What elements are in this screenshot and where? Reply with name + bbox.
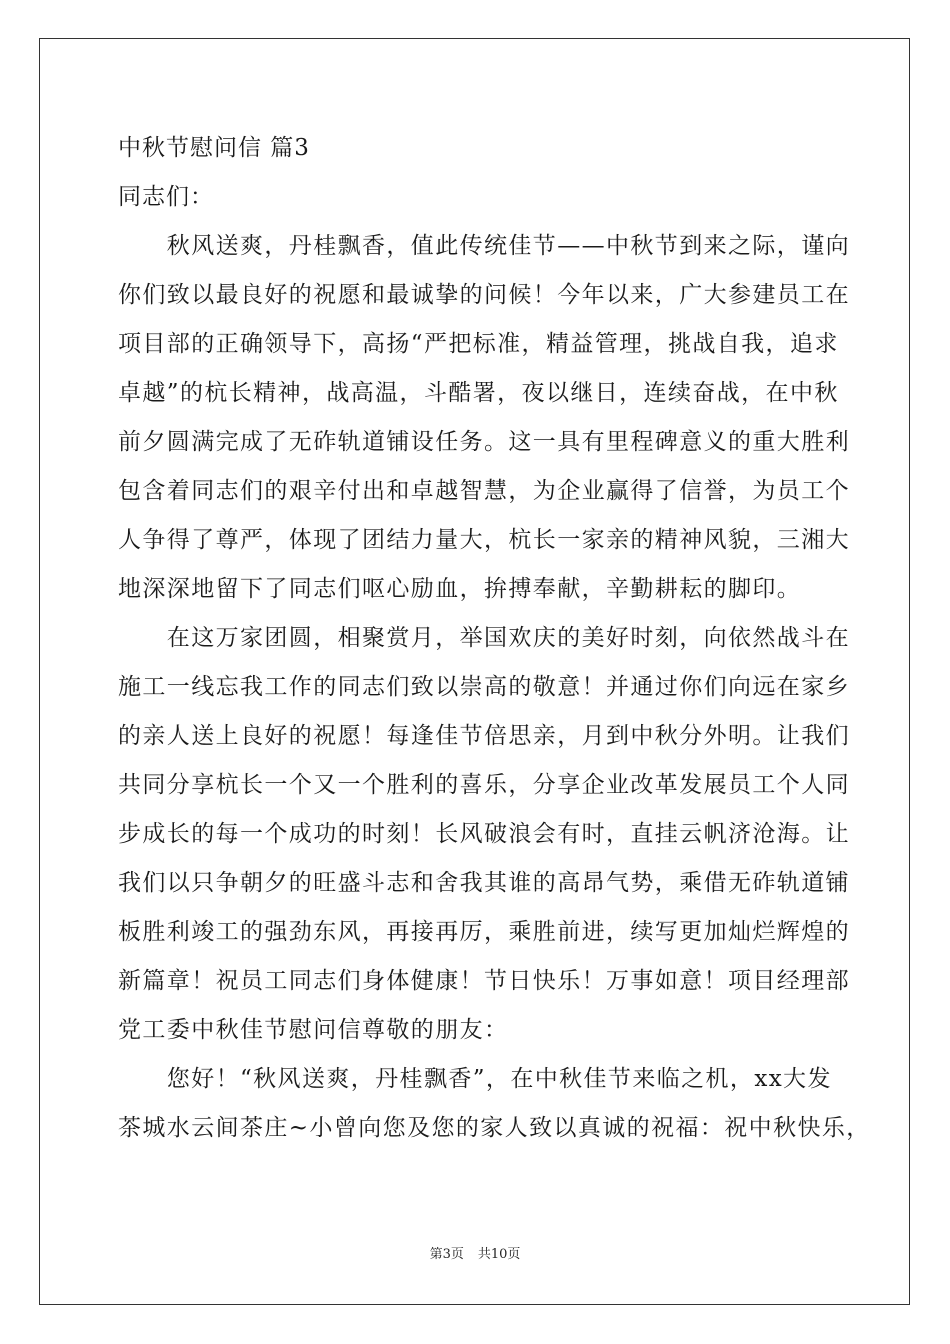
paragraph-line: 秋风送爽，丹桂飘香，值此传统佳节——中秋节到来之际，谨向 bbox=[118, 233, 850, 259]
paragraph-line: 您好！“秋风送爽，丹桂飘香”，在中秋佳节来临之机，xx大发 bbox=[118, 1066, 832, 1092]
paragraph-line: 地深深地留下了同志们呕心励血，拚搏奉献，辛勤耕耘的脚印。 bbox=[118, 576, 802, 602]
paragraph-line: 党工委中秋佳节慰问信尊敬的朋友： bbox=[118, 1017, 509, 1043]
paragraph-line: 包含着同志们的艰辛付出和卓越智慧，为企业赢得了信誉，为员工个 bbox=[118, 478, 850, 504]
paragraph-line: 项目部的正确领导下，高扬“严把标准，精益管理，挑战自我，追求 bbox=[118, 331, 839, 357]
paragraph-line: 新篇章！祝员工同志们身体健康！节日快乐！万事如意！项目经理部 bbox=[118, 968, 850, 994]
document-title: 中秋节慰问信 篇3 bbox=[118, 135, 310, 161]
paragraph-line: 在这万家团圆，相聚赏月，举国欢庆的美好时刻，向依然战斗在 bbox=[118, 625, 850, 651]
paragraph-2 bbox=[118, 614, 850, 1055]
paragraph-line: 卓越”的杭长精神，战高温，斗酷署，夜以继日，连续奋战，在中秋 bbox=[118, 380, 839, 406]
paragraph-line: 你们致以最良好的祝愿和最诚挚的问候！今年以来，广大参建员工在 bbox=[118, 282, 850, 308]
salutation: 同志们： bbox=[118, 184, 214, 210]
paragraph-line: 前夕圆满完成了无砟轨道铺设任务。这一具有里程碑意义的重大胜利 bbox=[118, 429, 850, 455]
paragraph-line: 的亲人送上良好的祝愿！每逢佳节倍思亲，月到中秋分外明。让我们 bbox=[118, 723, 850, 749]
paragraph-1 bbox=[118, 222, 850, 614]
paragraph-line: 人争得了尊严，体现了团结力量大，杭长一家亲的精神风貌，三湘大 bbox=[118, 527, 850, 553]
paragraph-line: 板胜利竣工的强劲东风，再接再厉，乘胜前进，续写更加灿烂辉煌的 bbox=[118, 919, 850, 945]
paragraph-line: 施工一线忘我工作的同志们致以崇高的敬意！并通过你们向远在家乡 bbox=[118, 674, 850, 700]
paragraph-line: 共同分享杭长一个又一个胜利的喜乐，分享企业改革发展员工个人同 bbox=[118, 772, 850, 798]
page-footer bbox=[0, 1245, 950, 1265]
paragraph-line: 步成长的每一个成功的时刻！长风破浪会有时，直挂云帆济沧海。让 bbox=[118, 821, 850, 847]
paragraph-line: 我们以只争朝夕的旺盛斗志和舍我其谁的高昂气势，乘借无砟轨道铺 bbox=[118, 870, 850, 896]
paragraph-3 bbox=[118, 1055, 871, 1153]
page-total: 共10页 bbox=[477, 1247, 521, 1262]
paragraph-line: 茶城水云间茶庄~小曾向您及您的家人致以真诚的祝福：祝中秋快乐， bbox=[118, 1115, 871, 1141]
page-number: 第3页 bbox=[429, 1247, 464, 1262]
document-body bbox=[118, 124, 871, 1153]
